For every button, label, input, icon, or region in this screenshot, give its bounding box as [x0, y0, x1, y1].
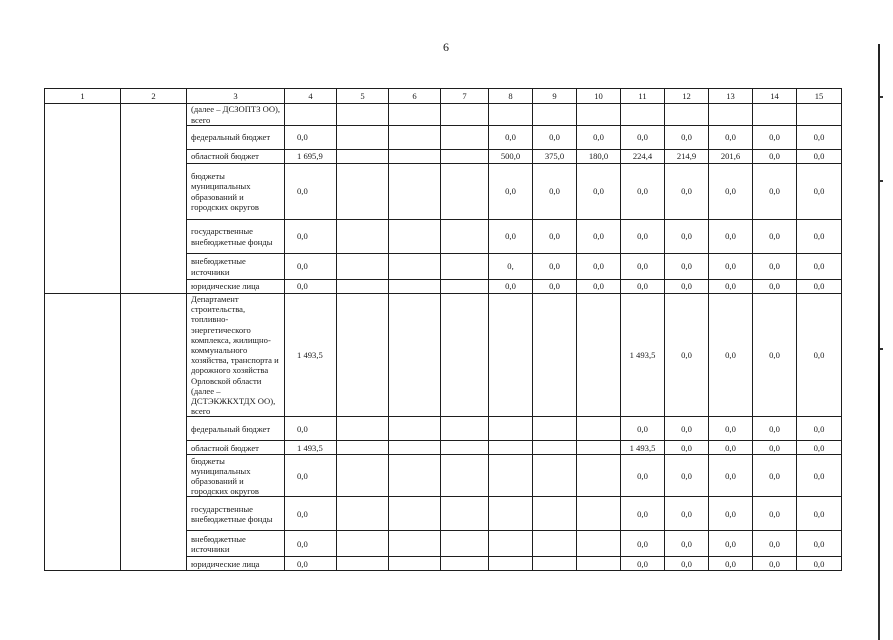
column-1-cell [45, 294, 121, 571]
column-number-cell: 5 [337, 89, 389, 104]
value-cell: 0,0 [797, 220, 842, 254]
value-cell [337, 126, 389, 150]
value-cell: 214,9 [665, 150, 709, 164]
value-cell: 201,6 [709, 150, 753, 164]
value-cell: 0,0 [753, 497, 797, 531]
value-cell: 0,0 [285, 280, 337, 294]
value-cell: 0,0 [285, 220, 337, 254]
value-cell [337, 531, 389, 557]
value-cell: 0,0 [665, 254, 709, 280]
column-2-cell [121, 294, 187, 571]
funding-source-cell: областной бюджет [187, 441, 285, 455]
value-cell [577, 417, 621, 441]
column-number-row [45, 89, 842, 104]
value-cell [797, 104, 842, 126]
value-cell [441, 455, 489, 497]
value-cell: 0,0 [797, 280, 842, 294]
value-cell [389, 280, 441, 294]
funding-source-cell: юридические лица [187, 557, 285, 571]
value-cell [489, 531, 533, 557]
value-cell: 0,0 [753, 280, 797, 294]
budget-table-body [45, 89, 842, 571]
value-cell [337, 164, 389, 220]
funding-source-cell: государственные внебюджетные фонды [187, 497, 285, 531]
value-cell: 0,0 [797, 150, 842, 164]
value-cell: 0,0 [621, 220, 665, 254]
column-number-cell: 8 [489, 89, 533, 104]
value-cell [489, 441, 533, 455]
value-cell: 0,0 [709, 126, 753, 150]
funding-source-cell: (далее – ДСЗОПТЗ ОО), всего [187, 104, 285, 126]
page-number: 6 [443, 40, 449, 54]
value-cell [577, 441, 621, 455]
value-cell [389, 531, 441, 557]
value-cell: 0,0 [533, 126, 577, 150]
value-cell [533, 557, 577, 571]
value-cell: 0,0 [753, 126, 797, 150]
value-cell [577, 294, 621, 417]
value-cell: 0,0 [665, 417, 709, 441]
value-cell [533, 104, 577, 126]
value-cell [489, 497, 533, 531]
value-cell [337, 455, 389, 497]
value-cell [577, 531, 621, 557]
value-cell: 0,0 [533, 220, 577, 254]
value-cell: 0,0 [577, 220, 621, 254]
value-cell: 1 493,5 [285, 294, 337, 417]
scan-edge [878, 44, 880, 640]
value-cell: 0,0 [753, 220, 797, 254]
value-cell: 0,0 [797, 164, 842, 220]
value-cell: 0,0 [285, 557, 337, 571]
scan-edge-mark [880, 348, 883, 350]
value-cell [389, 104, 441, 126]
value-cell: 0,0 [665, 531, 709, 557]
value-cell [389, 150, 441, 164]
value-cell [441, 220, 489, 254]
value-cell [441, 441, 489, 455]
value-cell: 0,0 [709, 455, 753, 497]
value-cell: 0,0 [577, 126, 621, 150]
value-cell: 0,0 [709, 254, 753, 280]
scan-edge-mark [880, 96, 883, 98]
value-cell: 0,0 [489, 164, 533, 220]
value-cell [337, 497, 389, 531]
value-cell: 0,0 [797, 441, 842, 455]
value-cell: 0,0 [577, 280, 621, 294]
value-cell: 0,0 [709, 280, 753, 294]
value-cell [533, 455, 577, 497]
value-cell: 0,0 [665, 455, 709, 497]
value-cell [337, 220, 389, 254]
value-cell [489, 294, 533, 417]
value-cell [577, 497, 621, 531]
value-cell [441, 557, 489, 571]
value-cell: 500,0 [489, 150, 533, 164]
value-cell [753, 104, 797, 126]
value-cell [489, 104, 533, 126]
value-cell [389, 497, 441, 531]
value-cell: 0,0 [797, 497, 842, 531]
value-cell: 0,0 [621, 455, 665, 497]
funding-source-cell: Департамент строительства, топливно-энергетического комплекса, жилищно-коммунального хозяйства, транспорта и дорожного хозяйства Орловской области (далее – ДСТЭКЖКХТДХ ОО), всего [187, 294, 285, 417]
table-row [45, 104, 842, 126]
value-cell [337, 280, 389, 294]
value-cell: 0,0 [533, 280, 577, 294]
value-cell: 0, [489, 254, 533, 280]
value-cell: 0,0 [665, 557, 709, 571]
value-cell: 0,0 [285, 164, 337, 220]
column-number-cell: 4 [285, 89, 337, 104]
scan-edge-mark [880, 180, 883, 182]
value-cell [389, 294, 441, 417]
value-cell: 0,0 [709, 294, 753, 417]
value-cell [441, 150, 489, 164]
value-cell [389, 417, 441, 441]
value-cell [337, 557, 389, 571]
funding-source-cell: внебюджетные источники [187, 531, 285, 557]
value-cell: 0,0 [621, 497, 665, 531]
value-cell [337, 150, 389, 164]
value-cell [441, 126, 489, 150]
value-cell [665, 104, 709, 126]
value-cell: 0,0 [797, 126, 842, 150]
funding-source-cell: внебюджетные источники [187, 254, 285, 280]
value-cell [441, 254, 489, 280]
value-cell: 375,0 [533, 150, 577, 164]
column-number-cell: 13 [709, 89, 753, 104]
column-number-cell: 12 [665, 89, 709, 104]
funding-source-cell: юридические лица [187, 280, 285, 294]
value-cell [337, 441, 389, 455]
value-cell [621, 104, 665, 126]
column-number-cell: 14 [753, 89, 797, 104]
value-cell: 0,0 [753, 164, 797, 220]
value-cell: 0,0 [285, 455, 337, 497]
column-number-cell: 1 [45, 89, 121, 104]
value-cell: 0,0 [665, 220, 709, 254]
value-cell: 0,0 [797, 417, 842, 441]
value-cell [533, 417, 577, 441]
value-cell [337, 417, 389, 441]
value-cell: 0,0 [665, 294, 709, 417]
value-cell: 0,0 [709, 557, 753, 571]
value-cell: 0,0 [709, 417, 753, 441]
value-cell: 0,0 [709, 497, 753, 531]
value-cell: 180,0 [577, 150, 621, 164]
column-number-cell: 15 [797, 89, 842, 104]
value-cell: 0,0 [285, 254, 337, 280]
value-cell: 1 493,5 [621, 441, 665, 455]
value-cell: 0,0 [621, 557, 665, 571]
value-cell [533, 441, 577, 455]
value-cell [441, 280, 489, 294]
value-cell: 0,0 [753, 150, 797, 164]
value-cell [533, 497, 577, 531]
value-cell [533, 294, 577, 417]
value-cell: 0,0 [285, 126, 337, 150]
column-number-cell: 10 [577, 89, 621, 104]
value-cell: 0,0 [665, 280, 709, 294]
value-cell: 1 695,9 [285, 150, 337, 164]
value-cell [441, 164, 489, 220]
value-cell: 0,0 [665, 441, 709, 455]
value-cell: 0,0 [709, 441, 753, 455]
column-number-cell: 3 [187, 89, 285, 104]
value-cell [577, 455, 621, 497]
value-cell [389, 557, 441, 571]
value-cell [389, 455, 441, 497]
value-cell: 0,0 [797, 455, 842, 497]
value-cell [337, 294, 389, 417]
value-cell [489, 557, 533, 571]
value-cell [389, 126, 441, 150]
column-number-cell: 9 [533, 89, 577, 104]
value-cell [709, 104, 753, 126]
funding-source-cell: бюджеты муниципальных образований и городских округов [187, 164, 285, 220]
value-cell: 1 493,5 [285, 441, 337, 455]
value-cell [389, 164, 441, 220]
value-cell: 0,0 [533, 164, 577, 220]
funding-source-cell: государственные внебюджетные фонды [187, 220, 285, 254]
value-cell: 0,0 [533, 254, 577, 280]
table-row [45, 294, 842, 417]
value-cell: 0,0 [753, 417, 797, 441]
value-cell: 0,0 [621, 254, 665, 280]
value-cell: 0,0 [797, 557, 842, 571]
value-cell [389, 441, 441, 455]
value-cell: 0,0 [665, 497, 709, 531]
funding-source-cell: областной бюджет [187, 150, 285, 164]
value-cell: 0,0 [709, 164, 753, 220]
value-cell [441, 104, 489, 126]
value-cell [441, 294, 489, 417]
value-cell: 0,0 [753, 531, 797, 557]
value-cell [533, 531, 577, 557]
column-number-cell: 11 [621, 89, 665, 104]
value-cell [389, 220, 441, 254]
column-number-cell: 2 [121, 89, 187, 104]
value-cell [337, 104, 389, 126]
value-cell: 0,0 [621, 417, 665, 441]
column-number-cell: 6 [389, 89, 441, 104]
value-cell: 0,0 [797, 531, 842, 557]
value-cell: 0,0 [285, 497, 337, 531]
value-cell [577, 557, 621, 571]
value-cell: 0,0 [753, 557, 797, 571]
value-cell: 0,0 [489, 126, 533, 150]
value-cell [441, 417, 489, 441]
value-cell: 0,0 [621, 164, 665, 220]
value-cell: 0,0 [577, 164, 621, 220]
funding-source-cell: бюджеты муниципальных образований и городских округов [187, 455, 285, 497]
value-cell: 224,4 [621, 150, 665, 164]
value-cell [441, 497, 489, 531]
value-cell: 1 493,5 [621, 294, 665, 417]
value-cell: 0,0 [797, 294, 842, 417]
value-cell: 0,0 [709, 220, 753, 254]
value-cell [285, 104, 337, 126]
value-cell: 0,0 [577, 254, 621, 280]
funding-source-cell: федеральный бюджет [187, 126, 285, 150]
value-cell: 0,0 [489, 280, 533, 294]
value-cell: 0,0 [621, 531, 665, 557]
value-cell: 0,0 [797, 254, 842, 280]
funding-source-cell: федеральный бюджет [187, 417, 285, 441]
value-cell: 0,0 [621, 280, 665, 294]
value-cell [441, 531, 489, 557]
value-cell: 0,0 [665, 164, 709, 220]
column-number-cell: 7 [441, 89, 489, 104]
value-cell [389, 254, 441, 280]
value-cell: 0,0 [489, 220, 533, 254]
value-cell: 0,0 [665, 126, 709, 150]
value-cell: 0,0 [753, 254, 797, 280]
value-cell: 0,0 [753, 441, 797, 455]
value-cell: 0,0 [285, 417, 337, 441]
value-cell [489, 417, 533, 441]
column-2-cell [121, 104, 187, 294]
value-cell [489, 455, 533, 497]
column-1-cell [45, 104, 121, 294]
value-cell: 0,0 [753, 294, 797, 417]
value-cell: 0,0 [285, 531, 337, 557]
value-cell: 0,0 [621, 126, 665, 150]
value-cell: 0,0 [753, 455, 797, 497]
value-cell [337, 254, 389, 280]
value-cell: 0,0 [709, 531, 753, 557]
value-cell [577, 104, 621, 126]
budget-table [44, 88, 842, 571]
